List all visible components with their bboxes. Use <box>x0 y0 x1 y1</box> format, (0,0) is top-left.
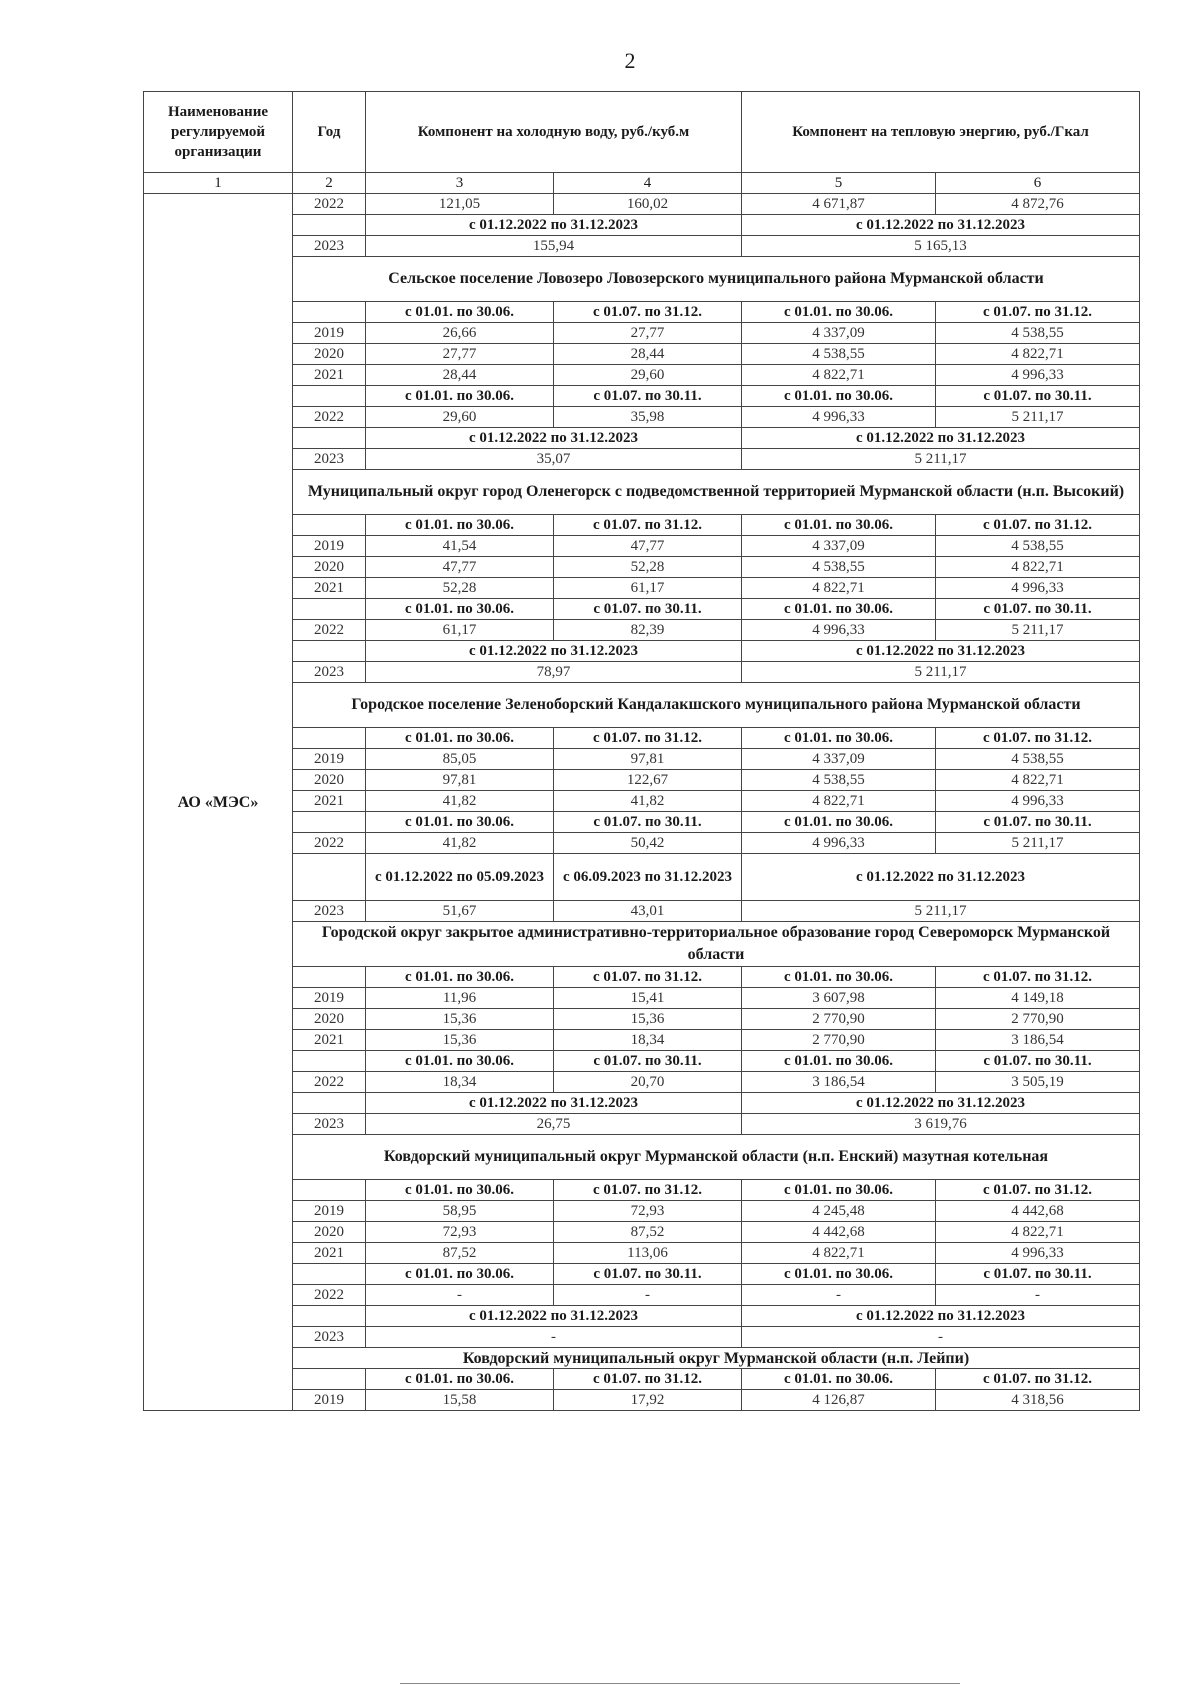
year-cell: 2023 <box>293 1327 366 1348</box>
empty-cell <box>293 1264 366 1285</box>
municipality-heading: Ковдорский муниципальный округ Мурманской области (н.п. Лейпи) <box>293 1348 1140 1369</box>
year-cell: 2021 <box>293 578 366 599</box>
period-label: с 01.01. по 30.06. <box>742 728 936 749</box>
empty-cell <box>293 812 366 833</box>
year-cell: 2023 <box>293 901 366 922</box>
table-row <box>144 967 1140 988</box>
table-row <box>144 194 1140 215</box>
period-label: с 01.01. по 30.06. <box>742 812 936 833</box>
value-cell: 20,70 <box>554 1072 742 1093</box>
col-number: 1 <box>144 173 293 194</box>
period-label: с 01.07. по 30.11. <box>936 386 1140 407</box>
table-row <box>144 365 1140 386</box>
table-row <box>144 449 1140 470</box>
table-row <box>144 791 1140 812</box>
table-row <box>144 749 1140 770</box>
value-cell: 4 126,87 <box>742 1390 936 1411</box>
footer-divider <box>400 1683 960 1684</box>
period-label: с 06.09.2023 по 31.12.2023 <box>554 854 742 901</box>
period-label: с 01.01. по 30.06. <box>366 302 554 323</box>
municipality-heading: Сельское поселение Ловозеро Ловозерского муниципального района Мурманской области <box>293 257 1140 302</box>
table-row <box>144 344 1140 365</box>
value-cell: 17,92 <box>554 1390 742 1411</box>
value-cell: 3 505,19 <box>936 1072 1140 1093</box>
period-label: с 01.01. по 30.06. <box>742 1180 936 1201</box>
period-label: с 01.01. по 30.06. <box>742 1264 936 1285</box>
year-cell: 2022 <box>293 407 366 428</box>
year-cell: 2023 <box>293 662 366 683</box>
period-label: с 01.01. по 30.06. <box>366 812 554 833</box>
value-cell: 4 822,71 <box>936 1222 1140 1243</box>
table-row <box>144 302 1140 323</box>
period-label: с 01.12.2022 по 31.12.2023 <box>366 1093 742 1114</box>
value-cell: 18,34 <box>366 1072 554 1093</box>
table-row <box>144 833 1140 854</box>
year-cell: 2023 <box>293 1114 366 1135</box>
table-row <box>144 1030 1140 1051</box>
value-cell: - <box>554 1285 742 1306</box>
header-year: Год <box>293 92 366 173</box>
value-cell: 51,67 <box>366 901 554 922</box>
period-label: с 01.07. по 30.11. <box>936 599 1140 620</box>
value-cell: 43,01 <box>554 901 742 922</box>
value-cell: 2 770,90 <box>936 1009 1140 1030</box>
empty-cell <box>293 1180 366 1201</box>
value-cell: 2 770,90 <box>742 1030 936 1051</box>
value-cell: 4 822,71 <box>742 365 936 386</box>
value-cell: 4 996,33 <box>936 365 1140 386</box>
value-cell: 3 186,54 <box>936 1030 1140 1051</box>
value-cell: 72,93 <box>554 1201 742 1222</box>
period-label: с 01.01. по 30.06. <box>366 1264 554 1285</box>
value-cell: 87,52 <box>366 1243 554 1264</box>
table-row <box>144 257 1140 302</box>
value-cell: 41,54 <box>366 536 554 557</box>
table-row <box>144 1306 1140 1327</box>
period-label: с 01.12.2022 по 31.12.2023 <box>366 215 742 236</box>
period-label: с 01.01. по 30.06. <box>742 302 936 323</box>
value-cell: 27,77 <box>366 344 554 365</box>
municipality-heading: Муниципальный округ город Оленегорск с подведомственной территорией Мурманской области (н.п. Высокий) <box>293 470 1140 515</box>
period-label: с 01.01. по 30.06. <box>366 967 554 988</box>
value-cell: 35,98 <box>554 407 742 428</box>
value-cell: 29,60 <box>366 407 554 428</box>
value-cell: 4 996,33 <box>742 833 936 854</box>
value-cell: 113,06 <box>554 1243 742 1264</box>
year-cell: 2022 <box>293 1285 366 1306</box>
period-label: с 01.07. по 31.12. <box>554 1369 742 1390</box>
value-cell: 11,96 <box>366 988 554 1009</box>
period-label: с 01.07. по 30.11. <box>554 1051 742 1072</box>
period-label: с 01.07. по 30.11. <box>554 1264 742 1285</box>
value-cell: 4 822,71 <box>936 557 1140 578</box>
value-cell: 3 607,98 <box>742 988 936 1009</box>
period-label: с 01.07. по 30.11. <box>554 812 742 833</box>
municipality-heading: Городское поселение Зеленоборский Кандалакшского муниципального района Мурманской области <box>293 683 1140 728</box>
value-cell: 15,41 <box>554 988 742 1009</box>
value-cell: 35,07 <box>366 449 742 470</box>
value-cell: - <box>366 1327 742 1348</box>
table-row <box>144 386 1140 407</box>
year-cell: 2022 <box>293 194 366 215</box>
year-cell: 2019 <box>293 323 366 344</box>
table-row <box>144 1327 1140 1348</box>
value-cell: - <box>936 1285 1140 1306</box>
value-cell: 27,77 <box>554 323 742 344</box>
year-cell: 2020 <box>293 557 366 578</box>
value-cell: 97,81 <box>554 749 742 770</box>
value-cell: 15,36 <box>366 1009 554 1030</box>
value-cell: 4 318,56 <box>936 1390 1140 1411</box>
year-cell: 2021 <box>293 365 366 386</box>
value-cell: 26,66 <box>366 323 554 344</box>
value-cell: 121,05 <box>366 194 554 215</box>
value-cell: 5 211,17 <box>742 901 1140 922</box>
period-label: с 01.01. по 30.06. <box>742 1051 936 1072</box>
value-cell: 26,75 <box>366 1114 742 1135</box>
header-row <box>144 92 1140 173</box>
value-cell: 4 538,55 <box>742 770 936 791</box>
value-cell: 4 538,55 <box>936 536 1140 557</box>
year-cell: 2022 <box>293 1072 366 1093</box>
period-label: с 01.07. по 31.12. <box>936 967 1140 988</box>
value-cell: 15,36 <box>366 1030 554 1051</box>
period-label: с 01.01. по 30.06. <box>742 599 936 620</box>
value-cell: 50,42 <box>554 833 742 854</box>
tariff-table <box>143 91 1140 1411</box>
period-label: с 01.07. по 31.12. <box>554 515 742 536</box>
value-cell: 4 538,55 <box>742 557 936 578</box>
period-label: с 01.07. по 31.12. <box>554 728 742 749</box>
value-cell: 4 822,71 <box>936 770 1140 791</box>
period-label: с 01.12.2022 по 31.12.2023 <box>366 1306 742 1327</box>
table-row <box>144 901 1140 922</box>
empty-cell <box>293 428 366 449</box>
value-cell: 82,39 <box>554 620 742 641</box>
value-cell: 85,05 <box>366 749 554 770</box>
period-label: с 01.01. по 30.06. <box>366 386 554 407</box>
period-label: с 01.07. по 31.12. <box>936 1369 1140 1390</box>
period-label: с 01.01. по 30.06. <box>742 1369 936 1390</box>
value-cell: 52,28 <box>366 578 554 599</box>
table-row <box>144 1180 1140 1201</box>
period-label: с 01.07. по 30.11. <box>936 1264 1140 1285</box>
table-row <box>144 988 1140 1009</box>
value-cell: 97,81 <box>366 770 554 791</box>
value-cell: 4 822,71 <box>936 344 1140 365</box>
year-cell: 2023 <box>293 236 366 257</box>
value-cell: 4 996,33 <box>742 407 936 428</box>
year-cell: 2019 <box>293 749 366 770</box>
col-number: 4 <box>554 173 742 194</box>
empty-cell <box>293 967 366 988</box>
value-cell: 87,52 <box>554 1222 742 1243</box>
period-label: с 01.12.2022 по 31.12.2023 <box>742 1306 1140 1327</box>
table-row <box>144 770 1140 791</box>
value-cell: 4 245,48 <box>742 1201 936 1222</box>
organization-name: АО «МЭС» <box>144 194 293 1411</box>
value-cell: 4 822,71 <box>742 578 936 599</box>
period-label: с 01.12.2022 по 31.12.2023 <box>742 215 1140 236</box>
value-cell: 15,36 <box>554 1009 742 1030</box>
empty-cell <box>293 386 366 407</box>
table-row <box>144 1285 1140 1306</box>
period-label: с 01.07. по 31.12. <box>936 1180 1140 1201</box>
value-cell: 78,97 <box>366 662 742 683</box>
period-label: с 01.01. по 30.06. <box>742 515 936 536</box>
value-cell: 4 149,18 <box>936 988 1140 1009</box>
period-label: с 01.07. по 30.11. <box>554 599 742 620</box>
period-label: с 01.07. по 30.11. <box>936 812 1140 833</box>
value-cell: 61,17 <box>366 620 554 641</box>
value-cell: 4 872,76 <box>936 194 1140 215</box>
table-row <box>144 683 1140 728</box>
period-label: с 01.07. по 31.12. <box>554 967 742 988</box>
value-cell: 4 337,09 <box>742 323 936 344</box>
value-cell: 3 619,76 <box>742 1114 1140 1135</box>
period-label: с 01.12.2022 по 31.12.2023 <box>366 428 742 449</box>
table-row <box>144 599 1140 620</box>
period-label: с 01.12.2022 по 31.12.2023 <box>366 641 742 662</box>
table-row <box>144 662 1140 683</box>
period-label: с 01.07. по 30.11. <box>936 1051 1140 1072</box>
header-heat: Компонент на тепловую энергию, руб./Гкал <box>742 92 1140 173</box>
table-row <box>144 323 1140 344</box>
value-cell: 5 211,17 <box>742 449 1140 470</box>
municipality-heading: Ковдорский муниципальный округ Мурманской области (н.п. Енский) мазутная котельная <box>293 1135 1140 1180</box>
value-cell: 41,82 <box>554 791 742 812</box>
value-cell: 47,77 <box>366 557 554 578</box>
empty-cell <box>293 515 366 536</box>
period-label: с 01.12.2022 по 05.09.2023 <box>366 854 554 901</box>
empty-cell <box>293 854 366 901</box>
value-cell: 4 671,87 <box>742 194 936 215</box>
value-cell: 160,02 <box>554 194 742 215</box>
value-cell: 18,34 <box>554 1030 742 1051</box>
table-row <box>144 854 1140 901</box>
column-number-row <box>144 173 1140 194</box>
value-cell: 28,44 <box>366 365 554 386</box>
table-row <box>144 641 1140 662</box>
header-water: Компонент на холодную воду, руб./куб.м <box>366 92 742 173</box>
value-cell: 3 186,54 <box>742 1072 936 1093</box>
col-number: 2 <box>293 173 366 194</box>
table-row <box>144 515 1140 536</box>
value-cell: 122,67 <box>554 770 742 791</box>
empty-cell <box>293 1051 366 1072</box>
value-cell: 4 538,55 <box>936 749 1140 770</box>
year-cell: 2020 <box>293 344 366 365</box>
table-row <box>144 407 1140 428</box>
period-label: с 01.01. по 30.06. <box>366 728 554 749</box>
header-org: Наименование регулируемой организации <box>144 92 293 173</box>
period-label: с 01.07. по 31.12. <box>936 728 1140 749</box>
table-row <box>144 1114 1140 1135</box>
table-row <box>144 1390 1140 1411</box>
value-cell: 47,77 <box>554 536 742 557</box>
table-row <box>144 470 1140 515</box>
table-row <box>144 1093 1140 1114</box>
period-label: с 01.07. по 30.11. <box>554 386 742 407</box>
year-cell: 2023 <box>293 449 366 470</box>
year-cell: 2021 <box>293 791 366 812</box>
value-cell: 4 337,09 <box>742 536 936 557</box>
table-row <box>144 812 1140 833</box>
empty-cell <box>293 1093 366 1114</box>
table-row <box>144 578 1140 599</box>
empty-cell <box>293 1369 366 1390</box>
table-row <box>144 215 1140 236</box>
value-cell: 28,44 <box>554 344 742 365</box>
value-cell: 4 996,33 <box>936 791 1140 812</box>
period-label: с 01.07. по 31.12. <box>554 1180 742 1201</box>
period-label: с 01.01. по 30.06. <box>742 967 936 988</box>
period-label: с 01.01. по 30.06. <box>742 386 936 407</box>
value-cell: 4 442,68 <box>936 1201 1140 1222</box>
value-cell: 4 996,33 <box>742 620 936 641</box>
year-cell: 2022 <box>293 620 366 641</box>
value-cell: 5 211,17 <box>742 662 1140 683</box>
value-cell: - <box>366 1285 554 1306</box>
period-label: с 01.07. по 31.12. <box>554 302 742 323</box>
table-row <box>144 728 1140 749</box>
year-cell: 2020 <box>293 770 366 791</box>
empty-cell <box>293 215 366 236</box>
empty-cell <box>293 728 366 749</box>
value-cell: 4 538,55 <box>936 323 1140 344</box>
value-cell: 4 538,55 <box>742 344 936 365</box>
empty-cell <box>293 302 366 323</box>
value-cell: 4 337,09 <box>742 749 936 770</box>
year-cell: 2020 <box>293 1222 366 1243</box>
municipality-heading: Городской округ закрытое административно-территориальное образование город Североморск Мурманской области <box>293 922 1140 967</box>
period-label: с 01.01. по 30.06. <box>366 599 554 620</box>
table-row <box>144 1051 1140 1072</box>
col-number: 3 <box>366 173 554 194</box>
year-cell: 2021 <box>293 1243 366 1264</box>
table-row <box>144 236 1140 257</box>
table-row <box>144 1243 1140 1264</box>
value-cell: 41,82 <box>366 833 554 854</box>
value-cell: 4 442,68 <box>742 1222 936 1243</box>
value-cell: 2 770,90 <box>742 1009 936 1030</box>
period-label: с 01.12.2022 по 31.12.2023 <box>742 641 1140 662</box>
year-cell: 2020 <box>293 1009 366 1030</box>
table-row <box>144 428 1140 449</box>
period-label: с 01.12.2022 по 31.12.2023 <box>742 854 1140 901</box>
table-row <box>144 1264 1140 1285</box>
page-number: 2 <box>624 48 636 73</box>
value-cell: 4 822,71 <box>742 1243 936 1264</box>
value-cell: 5 211,17 <box>936 620 1140 641</box>
year-cell: 2019 <box>293 536 366 557</box>
year-cell: 2022 <box>293 833 366 854</box>
col-number: 6 <box>936 173 1140 194</box>
tariff-table-body <box>144 92 1140 1411</box>
col-number: 5 <box>742 173 936 194</box>
table-row <box>144 1369 1140 1390</box>
empty-cell <box>293 599 366 620</box>
value-cell: 15,58 <box>366 1390 554 1411</box>
period-label: с 01.01. по 30.06. <box>366 1180 554 1201</box>
table-row <box>144 620 1140 641</box>
value-cell: 29,60 <box>554 365 742 386</box>
table-row <box>144 922 1140 967</box>
value-cell: 61,17 <box>554 578 742 599</box>
period-label: с 01.01. по 30.06. <box>366 515 554 536</box>
value-cell: 72,93 <box>366 1222 554 1243</box>
year-cell: 2019 <box>293 1201 366 1222</box>
value-cell: 58,95 <box>366 1201 554 1222</box>
value-cell: - <box>742 1327 1140 1348</box>
value-cell: - <box>742 1285 936 1306</box>
period-label: с 01.12.2022 по 31.12.2023 <box>742 1093 1140 1114</box>
value-cell: 155,94 <box>366 236 742 257</box>
value-cell: 4 996,33 <box>936 578 1140 599</box>
value-cell: 41,82 <box>366 791 554 812</box>
table-row <box>144 1201 1140 1222</box>
empty-cell <box>293 641 366 662</box>
table-row <box>144 1072 1140 1093</box>
value-cell: 5 165,13 <box>742 236 1140 257</box>
year-cell: 2019 <box>293 1390 366 1411</box>
table-row <box>144 1348 1140 1369</box>
table-row <box>144 1009 1140 1030</box>
value-cell: 5 211,17 <box>936 407 1140 428</box>
period-label: с 01.01. по 30.06. <box>366 1051 554 1072</box>
table-row <box>144 536 1140 557</box>
year-cell: 2019 <box>293 988 366 1009</box>
value-cell: 5 211,17 <box>936 833 1140 854</box>
table-row <box>144 557 1140 578</box>
value-cell: 52,28 <box>554 557 742 578</box>
period-label: с 01.07. по 31.12. <box>936 302 1140 323</box>
table-row <box>144 1222 1140 1243</box>
period-label: с 01.12.2022 по 31.12.2023 <box>742 428 1140 449</box>
table-row <box>144 1135 1140 1180</box>
period-label: с 01.07. по 31.12. <box>936 515 1140 536</box>
year-cell: 2021 <box>293 1030 366 1051</box>
value-cell: 4 996,33 <box>936 1243 1140 1264</box>
period-label: с 01.01. по 30.06. <box>366 1369 554 1390</box>
empty-cell <box>293 1306 366 1327</box>
value-cell: 4 822,71 <box>742 791 936 812</box>
